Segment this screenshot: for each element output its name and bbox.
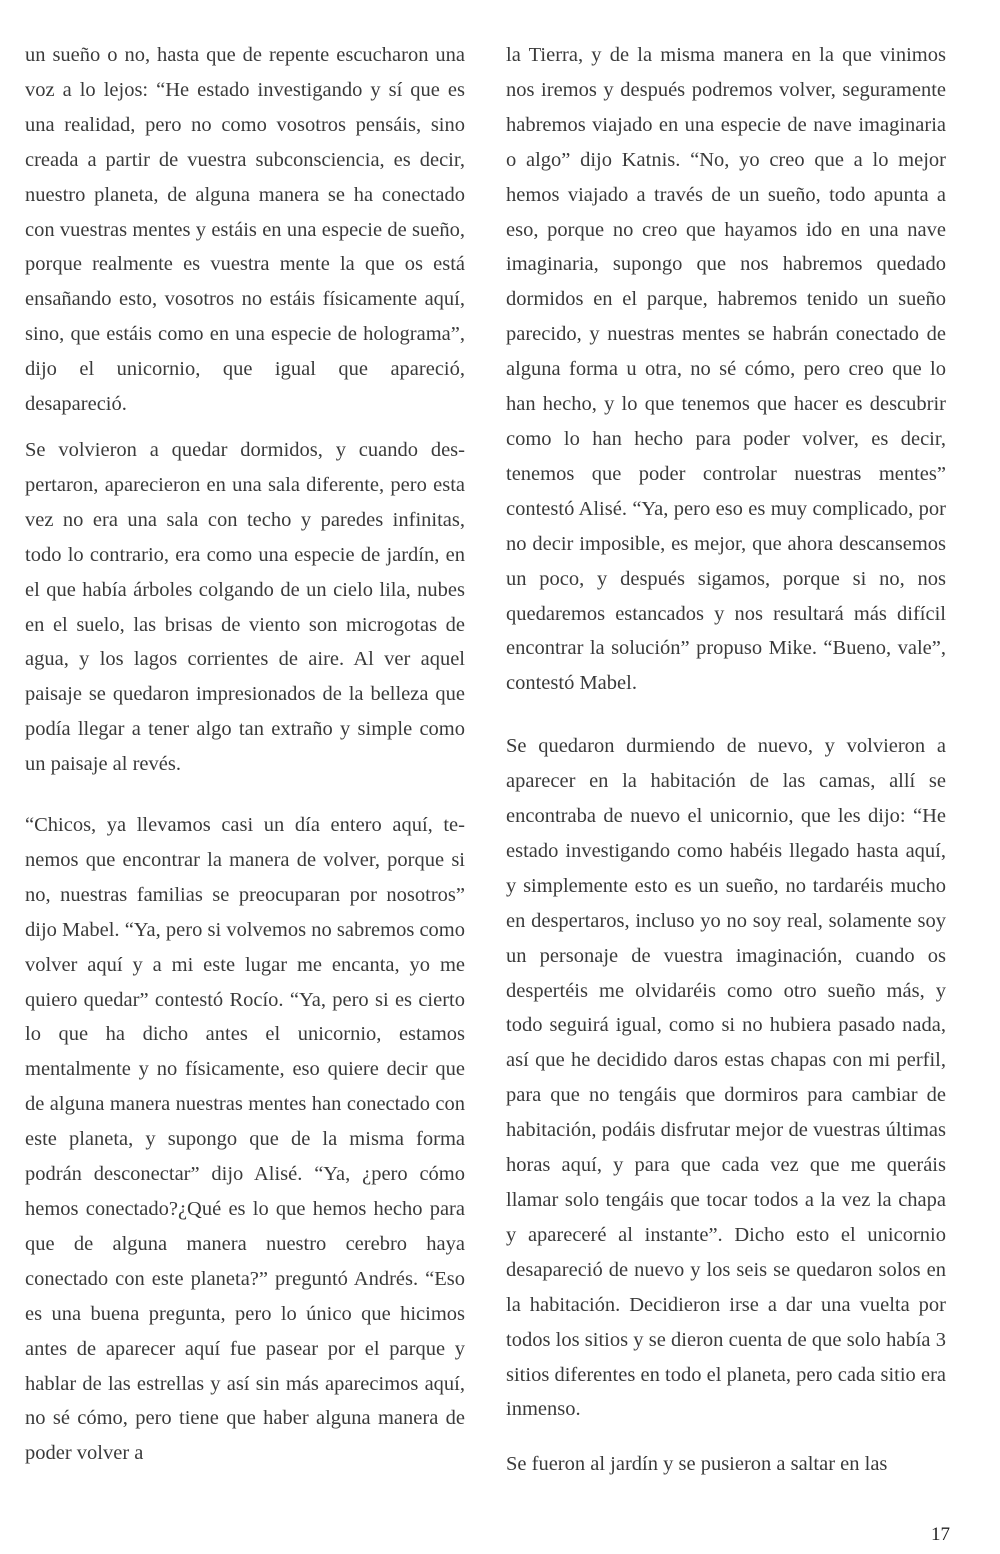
- paragraph: un sueño o no, hasta que de repente escucharon una voz a lo lejos: “He estado investigando y sí que es una realidad, pero no como vosotros pensáis, sino creada a partir de vuestra subconsciencia, es decir, nuestro planeta, de alguna manera se ha conectado con vuestras mentes y estáis en una especie de sueño, porque realmente es vuestra mente la que os está ensañando esto, vosotros no estáis físicamente aquí, sino, que estáis como en una especie de holograma”, dijo el unicornio, que igual que apareció, desapareció.: [25, 44, 465, 416]
- paragraph: Se volvieron a quedar dormidos, y cuando despertaron, aparecieron en una sala diferente, pero esta vez no era una sala con techo y paredes infinitas, todo lo contrario, era como una especie de jardín, en el que había árboles colgando de un cielo lila, nubes en el suelo, las brisas de viento son microgotas de agua, y los lagos corrientes de aire. Al ver aquel paisaje se quedaron impresionados de la belleza que podía llegar a tener algo tan extraño y simple como un paisaje al revés.: [25, 438, 465, 776]
- paragraph: Se fueron al jardín y se pusieron a saltar en las: [506, 1453, 888, 1476]
- page-number: 17: [931, 1524, 950, 1545]
- right-column: [506, 38, 946, 1482]
- left-column: [25, 38, 465, 1471]
- paragraph: la Tierra, y de la misma manera en la que vinimos nos iremos y después podremos volver, seguramente habremos viajado en una especie de nave imaginaria o algo” dijo Katnis. “No, yo creo que a lo mejor hemos viajado a través de un sueño, todo apunta a eso, porque no creo que hayamos ido en una nave imaginaria, supongo que nos habremos quedado dormidos en el parque, habremos tenido un sueño parecido, y nuestras mentes se habrán conectado de alguna forma u otra, no sé cómo, pero creo que lo han hecho, y lo que tenemos que hacer es descubrir como lo han hecho para poder volver, es decir, tenemos que poder controlar nuestras mentes” contestó Alisé. “Ya, pero eso es muy complicado, por no decir imposible, es mejor, que ahora descansemos un poco, y después sigamos, porque si no, nos quedaremos estancados y nos resultará más difícil encontrar la solución” propuso Mike. “Bueno, vale”, contestó Mabel.: [506, 44, 946, 695]
- paragraph: “Chicos, ya llevamos casi un día entero aquí, tenemos que encontrar la manera de volver, porque si no, nuestras familias se preocuparan por nosotros” dijo Mabel. “Ya, pero si volvemos no sabremos como volver aquí y a mi este lugar me encanta, yo me quiero quedar” contestó Rocío. “Ya, pero si es cierto lo que ha dicho antes el unicornio, estamos mentalmente y no físicamente, eso quiere decir que de alguna manera nuestras mentes han conectado con este planeta, y supongo que de la misma forma podrán desconectar” dijo Alisé. “Ya, ¿pero cómo hemos conectado?¿Qué es lo que hemos hecho para que de alguna manera nuestro cerebro haya conectado con este planeta?” preguntó Andrés. “Eso es una buena pregunta, pero lo único que hicimos antes de aparecer aquí fue pasear por el parque y hablar de las estrellas y así sin más aparecimos aquí, no sé cómo, pero tiene que haber alguna manera de poder volver a: [25, 814, 465, 1465]
- paragraph: Se quedaron durmiendo de nuevo, y volvieron a aparecer en la habitación de las camas, allí se encontraba de nuevo el unicornio, que les dijo: “He estado investigando como habéis llegado hasta aquí, y simplemente esto es un sueño, no tardaréis mucho en despertaros, incluso yo no soy real, solamente soy un personaje de vuestra imaginación, cuando os despertéis me olvidaréis como otro sueño más, y todo seguirá igual, como si no hubiera pasado nada, así que he decidido daros estas chapas con mi perfil, para que no tengáis que dormiros para cambiar de habitación, podáis disfrutar mejor de vuestras últimas horas aquí, y para que cada vez que me queráis llamar solo tengáis que tocar todos a la vez la chapa y apareceré al instante”. Dicho esto el unicornio desapareció de nuevo y los seis se quedaron solos en la habitación. Decidieron irse a dar una vuelta por todos los sitios y se dieron cuenta de que solo había 3 sitios diferentes en todo el planeta, pero cada sitio era inmenso.: [506, 735, 946, 1421]
